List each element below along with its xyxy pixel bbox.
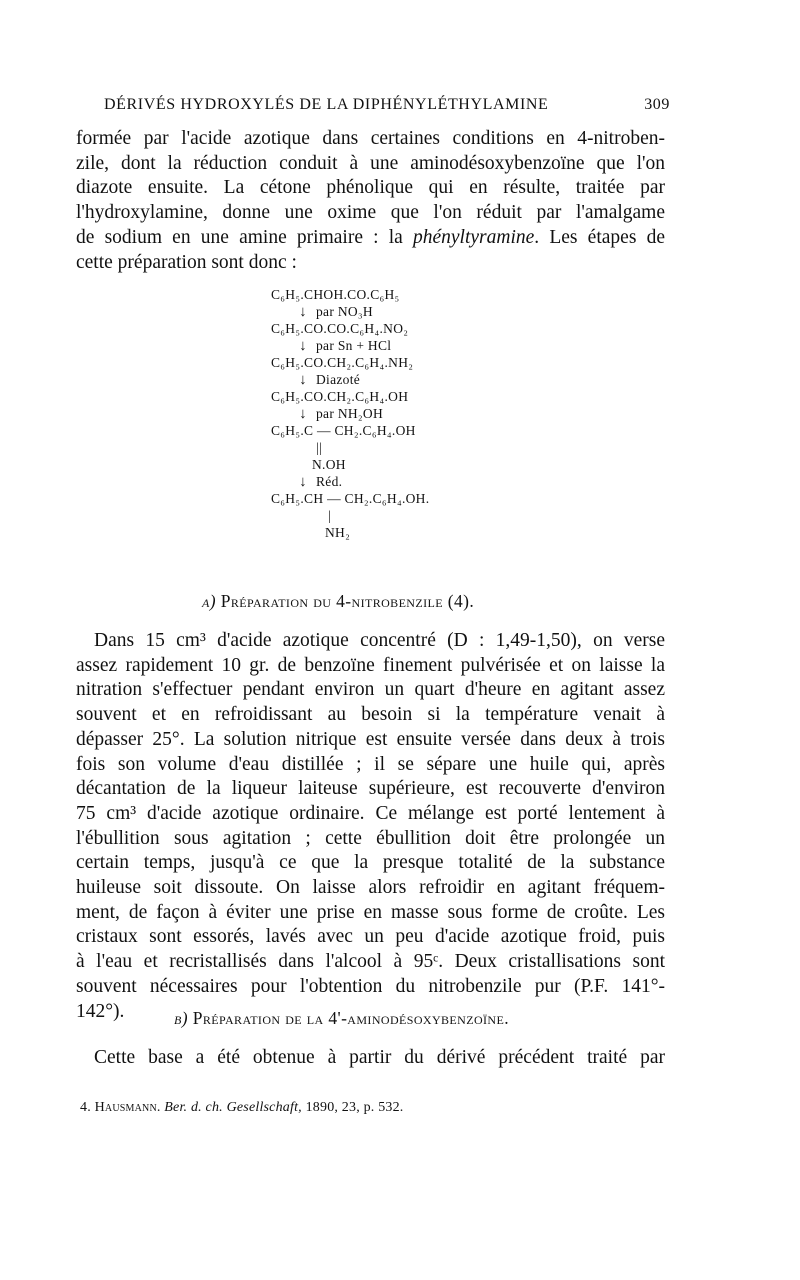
down-arrow-icon: ↓ xyxy=(299,474,307,490)
text-line: Cette base a été obtenue à partir du dérivé précédent traité par xyxy=(94,1047,665,1068)
text-line xyxy=(76,226,665,251)
scheme-step-1 xyxy=(271,303,429,320)
text-line: formée par l'acide azotique dans certaines conditions en 4-nitroben- xyxy=(76,128,665,149)
text-line: ment, de façon à éviter une prise en masse sous forme de croûte. Les xyxy=(76,901,665,923)
scheme-compound-3: C₆H₅.CO.CH₂.C₆H₄.NH₂ xyxy=(271,355,414,370)
down-arrow-icon: ↓ xyxy=(299,338,307,354)
text-line: décantation de la liqueur laiteuse supérieure, est recouverte d'environ xyxy=(76,778,665,800)
running-title: DÉRIVÉS HYDROXYLÉS DE LA DIPHÉNYLÉTHYLAMINE xyxy=(104,96,549,113)
scheme-reagent: Réd. xyxy=(316,474,343,489)
intro-paragraph xyxy=(76,127,665,275)
scheme-compound-4: C₆H₅.CO.CH₂.C₆H₄.OH xyxy=(271,389,409,404)
text-fragment: de sodium en une amine primaire : la xyxy=(76,226,413,248)
text-line: cette préparation sont donc : xyxy=(76,251,297,273)
footnote xyxy=(80,1100,404,1116)
scheme-step-2 xyxy=(271,337,429,354)
footnote-author: Hausmann. xyxy=(94,1100,161,1115)
text-line: à l'eau et recristallisés dans l'alcool à 95ᶜ. Deux cristallisations sont xyxy=(76,951,665,973)
text-line: 142°). xyxy=(76,1000,125,1022)
section-label: a) xyxy=(202,591,216,611)
single-bond: | xyxy=(328,508,332,523)
scheme-substituent: NH₂ xyxy=(325,525,351,540)
text-line: dépasser 25°. La solution nitrique est ensuite versée dans deux à trois xyxy=(76,728,665,750)
text-line: fois son volume d'eau distillée ; il se sépare une huile qui, après xyxy=(76,753,665,775)
down-arrow-icon: ↓ xyxy=(299,406,307,422)
paragraph-b xyxy=(76,1046,665,1071)
footnote-number: 4. xyxy=(80,1100,91,1115)
text-fragment: . Les étapes de xyxy=(534,226,665,248)
text-line: zile, dont la réduction conduit à une aminodésoxybenzoïne que l'on xyxy=(76,152,665,174)
section-title: Préparation du 4-nitrobenzile xyxy=(220,591,443,611)
section-heading-b xyxy=(174,1008,509,1029)
footnote-journal: Ber. d. ch. Gesellschaft, xyxy=(164,1100,302,1115)
scheme-compound-2: C₆H₅.CO.CO.C₆H₄.NO₂ xyxy=(271,321,409,336)
text-line: cristaux sont essorés, lavés avec un peu d'acide azotique froid, puis xyxy=(76,926,665,948)
scheme-step-4 xyxy=(271,405,429,422)
paragraph-a xyxy=(76,629,665,1024)
text-line: certain temps, jusqu'à ce que la presque totalité de la substance xyxy=(76,852,665,874)
text-line: huileuse soit dissoute. On laisse alors refroidir en agitant fréquem- xyxy=(76,877,665,899)
section-heading-a xyxy=(202,591,474,612)
text-line: assez rapidement 10 gr. de benzoïne finement pulvérisée et on laisse la xyxy=(76,654,665,676)
text-line: souvent nécessaires pour l'obtention du nitrobenzile pur (P.F. 141°- xyxy=(76,975,665,997)
text-line: souvent et en refroidissant au besoin si la température venait à xyxy=(76,704,665,726)
scheme-reagent: Diazoté xyxy=(316,372,361,387)
running-header xyxy=(104,96,670,114)
scheme-substituent: N.OH xyxy=(312,457,346,472)
text-line: nitration s'effectuer pendant environ un quart d'heure en agitant assez xyxy=(76,679,665,701)
text-line: Dans 15 cm³ d'acide azotique concentré (D : 1,49-1,50), on verse xyxy=(94,630,665,651)
double-bond: || xyxy=(316,440,323,455)
section-title: Préparation de la 4'-aminodésoxybenzoïne. xyxy=(192,1008,509,1028)
scheme-compound-1: C₆H₅.CHOH.CO.C₆H₅ xyxy=(271,287,400,302)
scheme-reagent: par Sn + HCl xyxy=(316,338,392,353)
footnote-ref: (4). xyxy=(447,591,475,611)
scheme-reagent: par NO₃H xyxy=(316,304,373,319)
down-arrow-icon: ↓ xyxy=(299,304,307,320)
reaction-scheme xyxy=(271,286,429,541)
scheme-compound-5: C₆H₅.C — CH₂.C₆H₄.OH xyxy=(271,423,416,438)
text-line: 75 cm³ d'acide azotique ordinaire. Ce mélange est porté lentement à xyxy=(76,802,665,824)
page-number: 309 xyxy=(644,96,670,113)
compound-name: phényltyramine xyxy=(413,226,535,248)
text-line: l'hydroxylamine, donne une oxime que l'on réduit par l'amalgame xyxy=(76,202,665,224)
section-label: b) xyxy=(174,1008,188,1028)
scheme-step-5 xyxy=(271,473,429,490)
scheme-reagent: par NH₂OH xyxy=(316,406,384,421)
scheme-compound-6: C₆H₅.CH — CH₂.C₆H₄.OH. xyxy=(271,491,430,506)
footnote-details: 1890, 23, p. 532. xyxy=(305,1100,404,1115)
text-line: l'ébullition sous agitation ; cette ébullition doit être prolongée un xyxy=(76,827,665,849)
down-arrow-icon: ↓ xyxy=(299,372,307,388)
text-line: diazote ensuite. La cétone phénolique qui en résulte, traitée par xyxy=(76,177,665,199)
scheme-step-3 xyxy=(271,371,429,388)
